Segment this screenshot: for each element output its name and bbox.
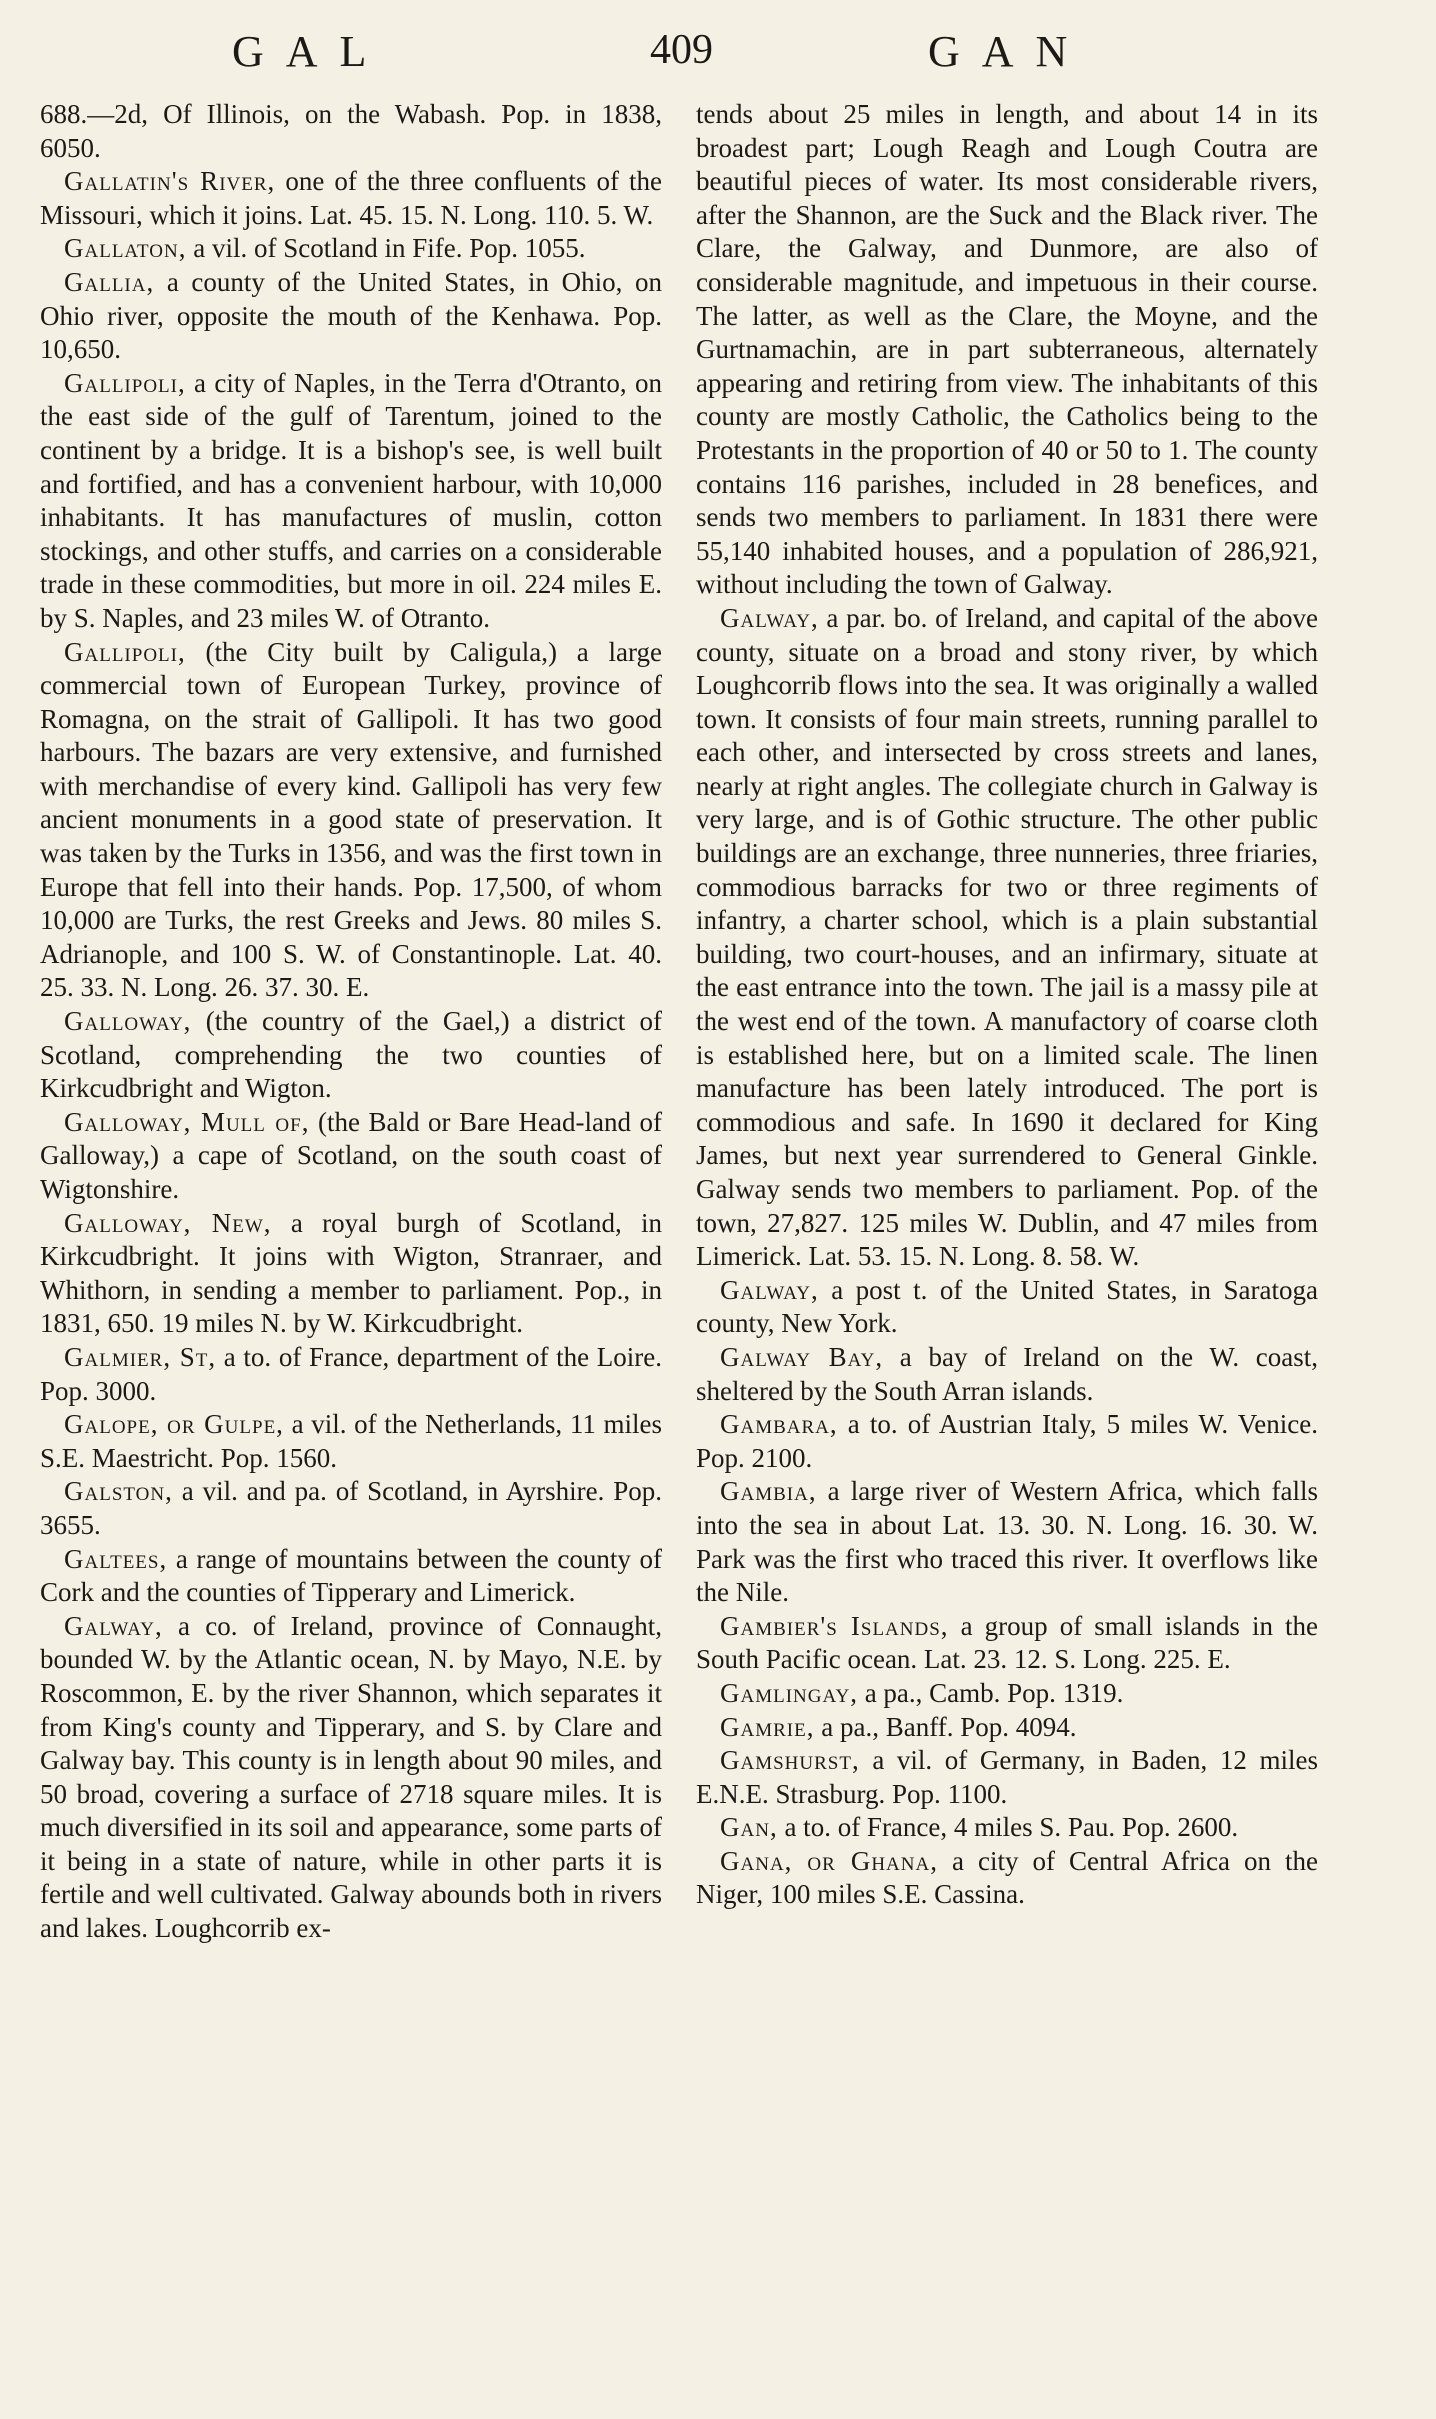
entry-text: a vil. of Scotland in Fife. Pop. 1055.	[186, 233, 586, 264]
entry-text: a to. of France, 4 miles S. Pau. Pop. 2600.	[777, 1812, 1239, 1843]
gazetteer-entry	[696, 1744, 1318, 1811]
gazetteer-entry	[696, 98, 1318, 602]
gazetteer-entry	[40, 98, 662, 165]
entry-headword: Gallaton,	[64, 233, 187, 264]
entry-text: a post t. of the United States, in Saratoga county, New York.	[696, 1274, 1318, 1339]
entry-headword: Gallia,	[64, 266, 155, 297]
gazetteer-entry	[696, 1677, 1318, 1711]
gazetteer-entry	[40, 1106, 662, 1207]
gazetteer-entry	[696, 1408, 1318, 1475]
entry-headword: Gamrie,	[720, 1711, 815, 1742]
entry-headword: Galston,	[64, 1476, 173, 1507]
entry-text: a city of Central Africa on the Niger, 100 miles S.E. Cassina.	[696, 1845, 1318, 1910]
gazetteer-entry	[696, 1274, 1318, 1341]
gazetteer-entry	[696, 602, 1318, 1274]
entry-text: a to. of France, department of the Loire. Pop. 3000.	[40, 1341, 662, 1406]
entry-text: a city of Naples, in the Terra d'Otranto, on the east side of the gulf of Tarentum, joined to the continent by a bridge. It is a bishop's see, is well built and fortified, and has a convenient harbour, with 10,000 inhabitants. It has manufactures of muslin, cotton stockings, and other stuffs, and carries on a considerable trade in these commodities, but more in oil. 224 miles E. by S. Naples, and 23 miles W. of Otranto.	[40, 367, 662, 633]
entry-text: tends about 25 miles in length, and about 14 in its broadest part; Lough Reagh and Lough Coutra are beautiful pieces of water. Its most considerable rivers, after the Shannon, are the Suck and the Black river. The Clare, the Galway, and Dunmore, are also of considerable magnitude, and impetuous in their course. The latter, as well as the Clare, the Moyne, and the Gurtnamachin, are in part subterraneous, alternately appearing and retiring from view. The inhabitants of this county are mostly Catholic, the Catholics being to the Protestants in the proportion of 40 or 50 to 1. The county contains 116 parishes, included in 28 benefices, and sends two members to parliament. In 1831 there were 55,140 inhabited houses, and a population of 286,921, without including the town of Galway.	[696, 99, 1318, 600]
page-number: 409	[650, 27, 713, 73]
gazetteer-entry	[40, 367, 662, 636]
entry-headword: Galway,	[720, 602, 819, 633]
entry-text: one of the three confluents of the Missouri, which it joins. Lat. 45. 15. N. Long. 110. 5. W.	[40, 166, 663, 230]
entry-headword: Gamshurst,	[720, 1745, 860, 1776]
entry-headword: Galope, or Gulpe,	[64, 1409, 284, 1440]
entry-headword: Galloway, New,	[64, 1207, 272, 1238]
header-left-guide-word: GAL	[232, 27, 389, 76]
gazetteer-entry	[40, 165, 662, 232]
entry-headword: Galway Bay,	[720, 1341, 884, 1372]
entry-headword: Gan,	[720, 1812, 778, 1843]
entry-headword: Gallipoli,	[64, 636, 186, 667]
gazetteer-entry	[40, 1543, 662, 1610]
entry-headword: Gambia,	[720, 1476, 817, 1507]
entry-headword: Galloway,	[64, 1006, 192, 1037]
gazetteer-entry	[40, 1475, 662, 1542]
gazetteer-entry	[40, 1341, 662, 1408]
entry-headword: Galway,	[720, 1274, 819, 1305]
gazetteer-entry	[40, 636, 662, 1006]
entry-headword: Gamlingay,	[720, 1677, 858, 1708]
entry-text: (the country of the Gael,) a district of Scotland, comprehending the two counties of Kirkcudbright and Wigton.	[40, 1006, 662, 1104]
left-column	[40, 98, 662, 1946]
entry-text: a par. bo. of Ireland, and capital of the above county, situate on a broad and stony river, by which Loughcorrib flows into the sea. It was originally a walled town. It consists of four main streets, running parallel to each other, and intersected by cross streets and lanes, nearly at right angles. The collegiate church in Galway is very large, and is of Gothic structure. The other public buildings are an exchange, three nunneries, three friaries, commodious barracks for two or three regiments of infantry, a charter school, which is a plain substantial building, two court-houses, and an infirmary, situate at the east entrance into the town. The jail is a massy pile at the west end of the town. A manufactory of coarse cloth is established here, but on a limited scale. The linen manufacture has been lately introduced. The port is commodious and safe. In 1690 it declared for King James, but next year surrendered to General Ginkle. Galway sends two members to parliament. Pop. of the town, 27,827. 125 miles W. Dublin, and 47 miles from Limerick. Lat. 53. 15. N. Long. 8. 58. W.	[696, 602, 1318, 1272]
gazetteer-entry	[40, 1610, 662, 1946]
entry-headword: Gambier's Islands,	[720, 1610, 949, 1641]
entry-headword: Gambara,	[720, 1409, 838, 1440]
entry-headword: Galway,	[64, 1610, 163, 1641]
entry-text: a vil. and pa. of Scotland, in Ayrshire. Pop. 3655.	[40, 1476, 662, 1540]
gazetteer-entry	[696, 1845, 1318, 1912]
entry-text: a vil. of Germany, in Baden, 12 miles E.N.E. Strasburg. Pop. 1100.	[696, 1745, 1318, 1809]
gazetteer-entry	[696, 1341, 1318, 1408]
gazetteer-entry	[40, 232, 662, 266]
entry-text: a vil. of the Netherlands, 11 miles S.E. Maestricht. Pop. 1560.	[40, 1409, 662, 1473]
entry-text: a to. of Austrian Italy, 5 miles W. Venice. Pop. 2100.	[696, 1409, 1318, 1473]
gazetteer-entry	[40, 1408, 662, 1475]
entry-text: a pa., Camb. Pop. 1319.	[857, 1677, 1124, 1708]
entry-text: a co. of Ireland, province of Connaught, bounded W. by the Atlantic ocean, N. by Mayo, N.E. by Roscommon, E. by the river Shannon, which separates it from King's county and Tipperary, and S. by Clare and Galway bay. This county is in length about 90 miles, and 50 broad, covering a surface of 2718 square miles. It is much diversified in its soil and appearance, some parts of it being in a state of nature, while in other parts it is fertile and well cultivated. Galway abounds both in rivers and lakes. Loughcorrib ex-	[40, 1610, 662, 1944]
entry-text: a range of mountains between the county of Cork and the counties of Tipperary and Limerick.	[40, 1543, 662, 1608]
entry-text: a pa., Banff. Pop. 4094.	[814, 1711, 1077, 1742]
entry-headword: Gallatin's River,	[64, 166, 276, 197]
gazetteer-entry	[696, 1610, 1318, 1677]
gazetteer-entry	[40, 1207, 662, 1341]
entry-text: a county of the United States, in Ohio, on Ohio river, opposite the mouth of the Kenhawa. Pop. 10,650.	[40, 266, 662, 365]
header-right-guide-word: GAN	[928, 27, 1090, 76]
entry-headword: Galtees,	[64, 1543, 168, 1574]
entry-text: a large river of Western Africa, which falls into the sea in about Lat. 13. 30. N. Long. 16. 30. W. Park was the first who traced this river. It overflows like the Nile.	[696, 1476, 1318, 1608]
gazetteer-entry	[696, 1811, 1318, 1845]
running-header	[0, 26, 1436, 86]
entry-text: (the Bald or Bare Head-land of Galloway,) a cape of Scotland, on the south coast of Wigtonshire.	[40, 1106, 662, 1204]
entry-text: a group of small islands in the South Pacific ocean. Lat. 23. 12. S. Long. 225. E.	[696, 1610, 1319, 1675]
entry-text: a bay of Ireland on the W. coast, sheltered by the South Arran islands.	[696, 1341, 1318, 1406]
entry-headword: Gana, or Ghana,	[720, 1845, 938, 1876]
gazetteer-entry	[696, 1475, 1318, 1609]
entry-headword: Gallipoli,	[64, 367, 186, 398]
gazetteer-entry	[40, 1005, 662, 1106]
gazetteer-entry	[696, 1711, 1318, 1745]
entry-text: a royal burgh of Scotland, in Kirkcudbright. It joins with Wigton, Stranraer, and Whithorn, in sending a member to parliament. Pop., in 1831, 650. 19 miles N. by W. Kirkcudbright.	[40, 1207, 662, 1339]
gazetteer-entry	[40, 266, 662, 367]
entry-text: (the City built by Caligula,) a large commercial town of European Turkey, province of Romagna, on the strait of Gallipoli. It has two good harbours. The bazars are very extensive, and furnished with merchandise of every kind. Gallipoli has very few ancient monuments in a good state of preservation. It was taken by the Turks in 1356, and was the first town in Europe that fell into their hands. Pop. 17,500, of whom 10,000 are Turks, the rest Greeks and Jews. 80 miles S. Adrianople, and 100 S. W. of Constantinople. Lat. 40. 25. 33. N. Long. 26. 37. 30. E.	[40, 636, 662, 1003]
right-column	[696, 98, 1318, 1912]
entry-text: 688.—2d, Of Illinois, on the Wabash. Pop. in 1838, 6050.	[40, 99, 662, 163]
entry-headword: Galloway, Mull of,	[64, 1106, 310, 1137]
entry-headword: Galmier, St,	[64, 1341, 217, 1372]
